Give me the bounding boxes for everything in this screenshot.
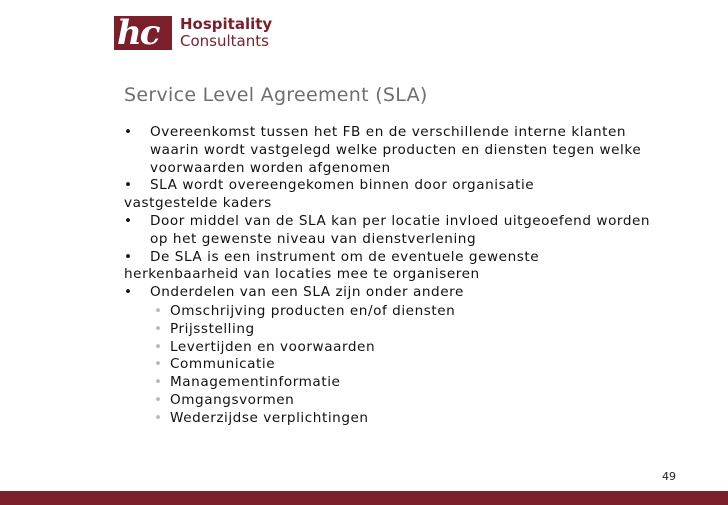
slide-body	[124, 124, 694, 428]
sub-bullet-dot: •	[154, 356, 163, 373]
bullet-line: Overeenkomst tussen het FB en de verschillende interne klanten	[150, 124, 627, 140]
bullet-line: waarin wordt vastgelegd welke producten en diensten tegen welke	[150, 141, 642, 158]
sub-bullet-item: • Communicatie	[142, 356, 694, 374]
sub-bullet-item: • Managementinformatie	[142, 374, 694, 392]
bullet-dot: •	[124, 124, 133, 140]
logo-wordmark	[180, 16, 272, 50]
sub-bullet-dot: •	[154, 409, 163, 426]
bullet-item	[124, 177, 694, 213]
sub-bullet-item: • Levertijden en voorwaarden	[142, 339, 694, 357]
sub-bullet-dot: •	[154, 320, 163, 337]
bullet-dot: •	[124, 248, 133, 265]
slide-title: Service Level Agreement (SLA)	[124, 84, 428, 106]
company-logo	[114, 16, 284, 50]
page-number: 49	[662, 470, 676, 483]
bullet-line: De SLA is een instrument om de eventuele gewenste	[150, 248, 540, 265]
bullet-dot: •	[124, 177, 133, 194]
sub-bullet-item: • Omschrijving producten en/of diensten	[142, 303, 694, 321]
bullet-line: voorwaarden worden afgenomen	[150, 159, 391, 176]
sub-bullet-dot: •	[154, 391, 163, 408]
sub-bullet-dot: •	[154, 302, 163, 319]
bullet-item	[124, 284, 694, 302]
sub-bullet-item: • Wederzijdse verplichtingen	[142, 410, 694, 428]
bullet-line: SLA wordt overeengekomen binnen door organisatie	[150, 177, 535, 194]
bullet-item	[124, 124, 694, 177]
footer-bar	[0, 491, 728, 505]
sub-bullet-dot: •	[154, 374, 163, 391]
logo-line-1: Hospitality	[180, 15, 273, 33]
sub-bullet-list	[124, 303, 694, 428]
bullet-line: herkenbaarheid van locaties mee te organiseren	[124, 266, 480, 283]
sub-bullet-item: • Omgangsvormen	[142, 392, 694, 410]
logo-mark: hc	[114, 16, 172, 50]
bullet-line: Onderdelen van een SLA zijn onder andere	[150, 284, 464, 301]
bullet-line: Door middel van de SLA kan per locatie invloed uitgeoefend worden	[150, 212, 651, 229]
bullet-item	[124, 213, 694, 249]
sub-bullet-item: • Prijsstelling	[142, 321, 694, 339]
bullet-line: vastgestelde kaders	[124, 195, 272, 212]
bullet-item	[124, 249, 694, 285]
bullet-dot: •	[124, 284, 133, 301]
bullet-dot: •	[124, 212, 133, 229]
bullet-line: op het gewenste niveau van dienstverlening	[150, 230, 477, 247]
sub-bullet-dot: •	[154, 338, 163, 355]
logo-line-2: Consultants	[180, 32, 269, 50]
